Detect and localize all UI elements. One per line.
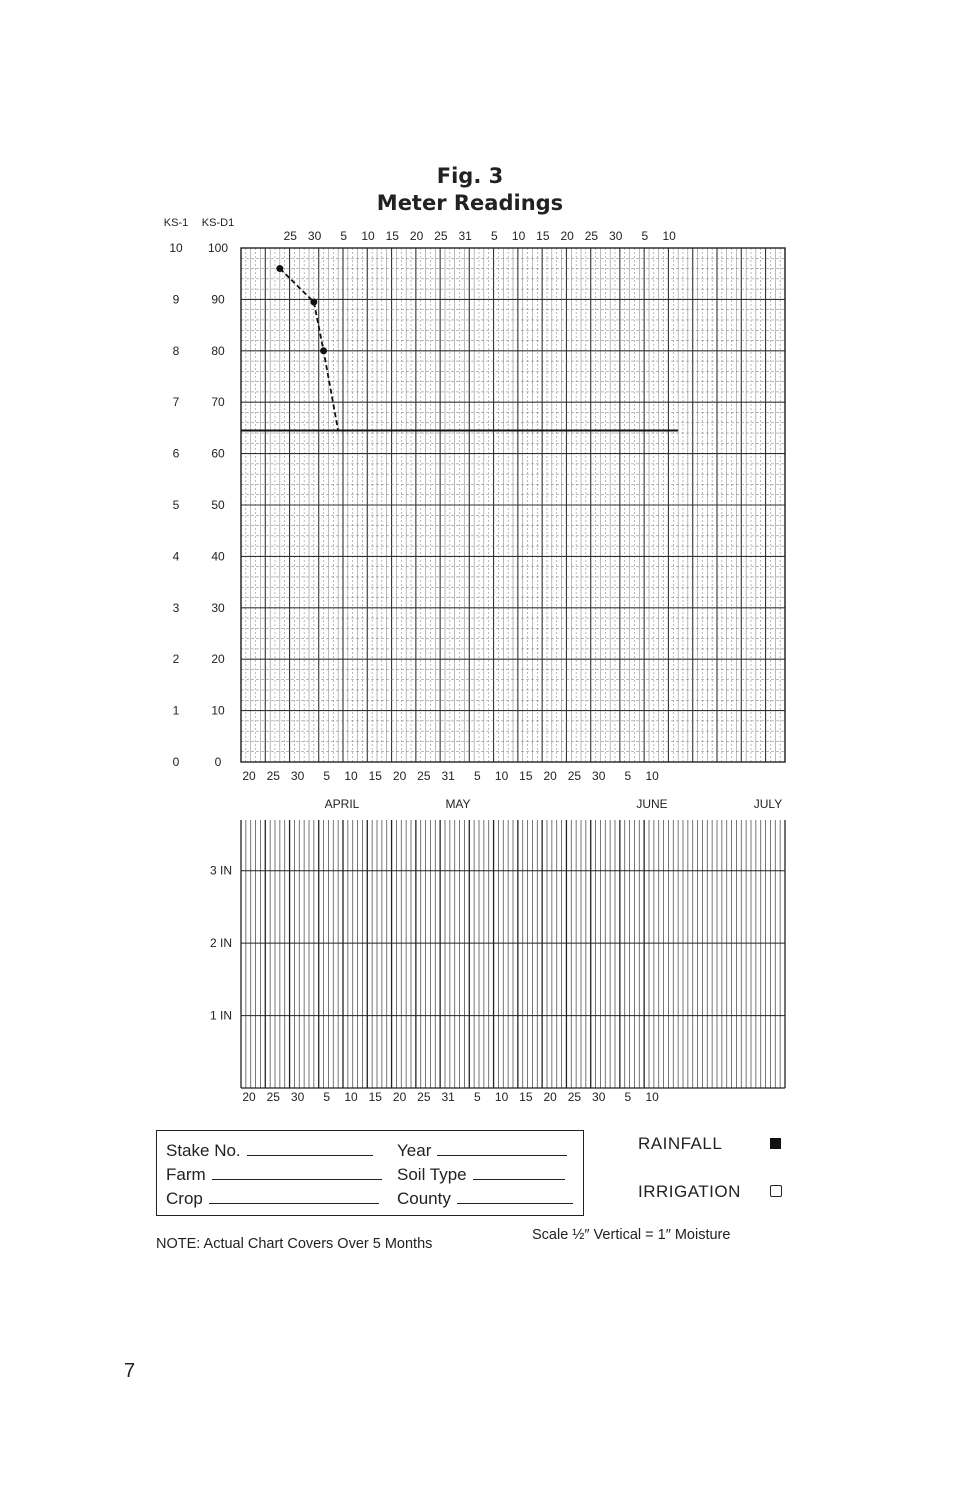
rain-x-tick-label: 30 (592, 1090, 606, 1104)
x-bottom-tick-label: 31 (441, 769, 455, 783)
county-field[interactable] (397, 1189, 573, 1209)
x-bottom-tick-label: 25 (567, 769, 582, 783)
x-top-tick-label: 10 (662, 229, 676, 243)
stake-no-label: Stake No. (166, 1141, 241, 1160)
rainfall-filled-square-icon (770, 1138, 781, 1149)
rain-x-tick-label: 20 (242, 1090, 256, 1104)
x-top-tick-label: 20 (560, 229, 574, 243)
ksd1-tick-label: 100 (207, 241, 229, 255)
rain-x-tick-label: 25 (567, 1090, 582, 1104)
stake-no-field[interactable] (166, 1141, 373, 1161)
x-top-tick-label: 30 (609, 229, 623, 243)
x-top-tick-label: 20 (409, 229, 424, 243)
rain-x-tick-label: 25 (266, 1090, 280, 1104)
x-bottom-tick-label: 5 (473, 769, 481, 783)
ks1-tick-label: 9 (172, 292, 180, 307)
meter-reading-point (276, 265, 283, 272)
x-bottom-tick-label: 30 (592, 769, 606, 783)
ksd1-axis-header: KS-D1 (201, 217, 235, 229)
rain-x-tick-label: 20 (543, 1090, 557, 1104)
rain-x-tick-label: 25 (417, 1090, 431, 1104)
ks1-tick-label: 7 (172, 395, 180, 410)
crop-field[interactable] (166, 1189, 379, 1209)
county-label: County (397, 1189, 451, 1208)
irrigation-label: IRRIGATION (638, 1182, 741, 1201)
x-bottom-tick-label: 5 (624, 769, 632, 783)
rain-x-tick-label: 15 (368, 1090, 382, 1104)
year-field[interactable] (397, 1141, 567, 1161)
meter-reading-point (310, 298, 317, 305)
figure-title: Meter Readings (376, 191, 564, 215)
month-label: JULY (753, 797, 783, 811)
x-top-tick-label: 10 (361, 229, 375, 243)
ks1-tick-label: 5 (172, 498, 180, 512)
rain-x-tick-label: 31 (441, 1090, 455, 1104)
farm-label: Farm (166, 1165, 206, 1184)
meter-grid (241, 248, 785, 762)
rain-x-tick-label: 30 (290, 1090, 305, 1104)
x-bottom-tick-label: 10 (645, 769, 659, 783)
x-bottom-tick-label: 15 (519, 769, 533, 783)
rain-x-tick-label: 5 (323, 1090, 331, 1104)
x-top-tick-label: 25 (584, 229, 599, 243)
x-top-tick-label: 5 (641, 229, 649, 243)
x-bottom-tick-label: 15 (368, 769, 382, 783)
rain-x-tick-label: 10 (344, 1090, 358, 1104)
ksd1-tick-label: 80 (211, 343, 225, 358)
ksd1-tick-label: 40 (211, 549, 225, 564)
ksd1-tick-label: 70 (211, 395, 225, 410)
ks1-tick-label: 6 (172, 446, 180, 461)
rain-tick-label: 1 IN (209, 1008, 232, 1023)
x-top-tick-label: 25 (283, 229, 297, 243)
page-number: 7 (124, 1360, 136, 1382)
x-top-tick-label: 31 (458, 229, 472, 243)
rain-x-tick-label: 10 (645, 1090, 659, 1104)
x-top-tick-label: 10 (511, 229, 526, 243)
figure-number: Fig. 3 (436, 164, 504, 188)
rain-x-tick-label: 10 (494, 1090, 509, 1104)
x-bottom-tick-label: 20 (543, 769, 557, 783)
rain-tick-label: 2 IN (209, 936, 232, 951)
x-top-tick-label: 25 (434, 229, 448, 243)
meter-reading-point (320, 347, 327, 354)
x-bottom-tick-label: 30 (290, 769, 305, 783)
ks1-tick-label: 2 (172, 652, 180, 667)
x-bottom-tick-label: 20 (392, 769, 407, 783)
rain-x-tick-label: 5 (473, 1090, 481, 1104)
ks1-tick-label: 4 (172, 549, 180, 564)
month-label: MAY (445, 797, 471, 811)
irrigation-empty-square-icon (770, 1185, 782, 1197)
ks1-tick-label: 8 (172, 343, 180, 358)
ksd1-tick-label: 50 (211, 498, 225, 512)
rain-x-tick-label: 15 (519, 1090, 533, 1104)
ks1-tick-label: 1 (172, 703, 180, 718)
ksd1-tick-label: 20 (211, 652, 225, 667)
month-label: APRIL (324, 797, 360, 811)
ksd1-tick-label: 10 (211, 703, 225, 718)
x-bottom-tick-label: 10 (494, 769, 509, 783)
soil-type-field[interactable] (397, 1165, 565, 1185)
year-label: Year (397, 1141, 432, 1160)
x-bottom-tick-label: 25 (417, 769, 431, 783)
ksd1-tick-label: 0 (214, 755, 222, 769)
rain-x-tick-label: 5 (624, 1090, 632, 1104)
x-bottom-tick-label: 5 (323, 769, 331, 783)
x-top-tick-label: 30 (307, 229, 322, 243)
rainfall-label: RAINFALL (638, 1134, 723, 1153)
x-top-tick-label: 5 (490, 229, 498, 243)
crop-label: Crop (166, 1189, 203, 1208)
x-top-tick-label: 15 (536, 229, 550, 243)
scale-note: Scale ½″ Vertical = 1″ Moisture (532, 1227, 731, 1243)
x-bottom-tick-label: 20 (242, 769, 256, 783)
ks1-axis-header: KS-1 (163, 217, 189, 229)
ks1-tick-label: 3 (172, 600, 180, 615)
rain-tick-label: 3 IN (209, 863, 232, 878)
rain-x-tick-label: 20 (392, 1090, 407, 1104)
chart-coverage-note: NOTE: Actual Chart Covers Over 5 Months (156, 1236, 433, 1252)
ksd1-tick-label: 60 (211, 446, 225, 461)
x-top-tick-label: 5 (340, 229, 348, 243)
ksd1-tick-label: 90 (211, 292, 225, 307)
x-bottom-tick-label: 25 (266, 769, 280, 783)
x-top-tick-label: 15 (385, 229, 399, 243)
rainfall-grid (241, 820, 785, 1088)
farm-field[interactable] (166, 1165, 382, 1185)
ks1-tick-label: 0 (172, 755, 180, 769)
soil-type-label: Soil Type (397, 1165, 467, 1184)
ks1-tick-label: 10 (169, 241, 183, 255)
ksd1-tick-label: 30 (211, 600, 225, 615)
x-bottom-tick-label: 10 (344, 769, 358, 783)
month-label: JUNE (636, 797, 668, 811)
